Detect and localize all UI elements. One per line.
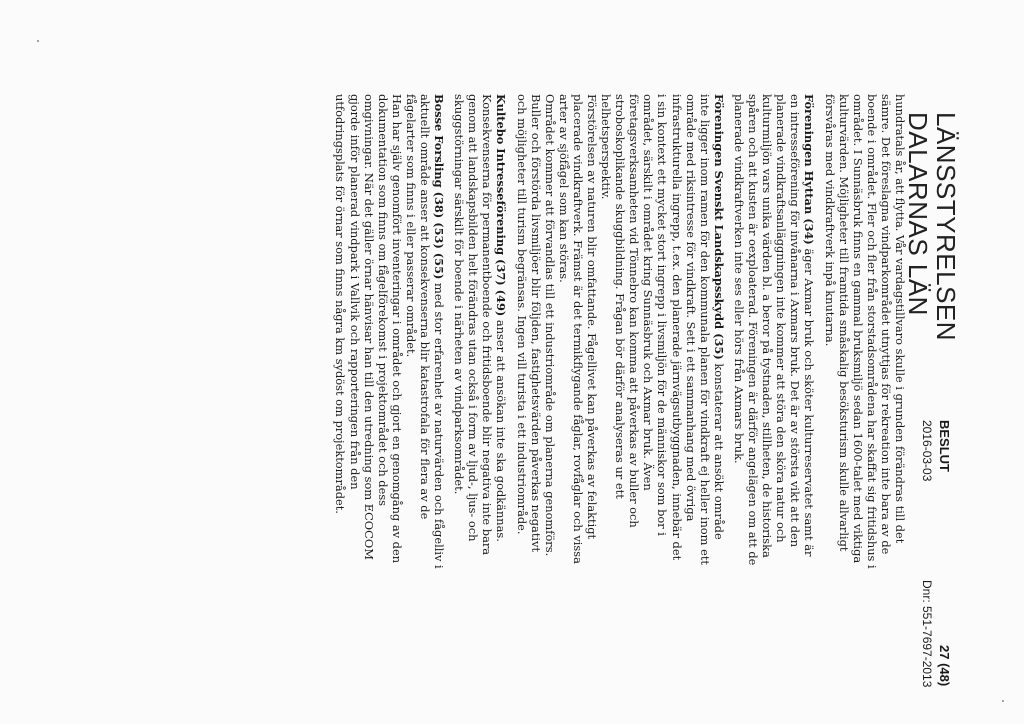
text-line: Buller och förstörda livsmiljöer blir följden, fastighetsvärden påverkas negativt: [528, 94, 543, 553]
text-line: utfodringsplats för örnar som finns några km sydöst om projektområdet.: [333, 94, 348, 514]
decision-label: BESLUT: [937, 420, 952, 472]
text-line: omgivningar. När det gäller örnar hänvisar han till den utredning som ECOCOM: [361, 94, 376, 560]
text-line: stroboskoplikande skuggbildning. Frågan bör därför analyseras ur ett: [613, 94, 628, 499]
paragraph: [333, 94, 446, 639]
text-line: sämre. Det föreslagna vindparkområdet utnyttjas för rekreation inte bara av de: [878, 94, 893, 555]
logo-line: LÄNSSTYRELSEN: [931, 112, 961, 342]
text-line: dokumentation som finns om fågelförekomst i projektområdet och dess: [375, 94, 390, 507]
paragraph: [822, 94, 907, 639]
text-line: Föreningen Hyttan (34) äger Axmar bruk och sköter kulturreservatet samt är: [802, 94, 817, 557]
scan-speck: [37, 40, 39, 42]
text-line: skuggstörningar särskilt för boende i närheten av vindparksområdet.: [452, 94, 467, 495]
registration-number: Dnr: 551-7697-2013: [920, 580, 934, 688]
text-line: i sin kontext ett mycket stort ingrepp i livsmiljön för de människor som bor i: [655, 94, 670, 536]
text-line: infrastrukturella ingrepp, t.ex. den planerade järnvägsutbyggnaden, innebär det: [669, 94, 684, 561]
text-line: Han har själv genomfört inventeringar i området och gjort en genomgång av den: [389, 94, 404, 564]
text-line: fågelarter som finns i eller passerar området.: [403, 94, 418, 358]
text-line: hundratals år, att flytta. Vår vardagstillvaro skulle i grunden förändras till det: [893, 94, 907, 544]
text-line: helhetsperspektiv.: [599, 94, 614, 200]
text-line: Bosse Forsling (38) (53) (55) med stor erfarenhet av naturvärden och fågelliv i: [432, 94, 447, 569]
logo-line: DALARNAS LÄN: [903, 112, 933, 316]
text-line: område med riksintresse för vindkraft. Sett i ett sammanhang med övriga: [683, 94, 698, 522]
paragraph: [514, 94, 725, 639]
text-line: kulturvärden. Möjligheter till framtida småskalig besöksturism skulle allvarligt: [836, 94, 851, 552]
text-line: Föreningen Svenskt Landskapsskydd (35) konstaterar att ansökt område: [711, 94, 726, 540]
text-line: området, särskilt i området kring Sunnäsbruk och Axmar bruk. Även: [641, 94, 656, 491]
page-number: 27 (48): [937, 645, 952, 687]
scan-speck: [1002, 700, 1004, 702]
text-line: kulturmiljön vars unika värden bl. a beror på tystnaden, stillheten, de historiska: [760, 94, 775, 558]
text-line: Området kommer att förvandlas till ett industriområde om planerna genomförs.: [542, 94, 557, 557]
text-line: området. I Sunnäsbruk finns en gammal bruksmiljö sedan 1600-talet med viktiga: [850, 94, 865, 564]
paragraph: [452, 94, 508, 639]
text-line: boende i området. Fler och fler från storstadsområdena har skaffat sig fritidshus i: [864, 94, 879, 569]
text-line: aktuellt område anser att konsekvenserna blir katastrofala för flera av de: [418, 94, 432, 520]
text-line: Kultebo Intresseförening (37) (49) anser att ansökan inte ska godkännas.: [494, 94, 509, 542]
paragraph-gap: [726, 94, 732, 639]
text-line: planerade vindkraftverken inte ses eller hörs från Axmars bruk.: [731, 94, 746, 464]
text-line: Förstörelsen av naturen blir omfattande. Fågellivet kan påverkas av felaktigt: [585, 94, 600, 540]
text-line: och möjligheter till turism begränsas. Ingen vill turista i ett industriområde.: [514, 94, 529, 535]
text-line: spåren och att kusten är oexploaterad. Föreningen är därför angelägen om att de: [746, 94, 761, 566]
text-line: inte ligger inom ramen för den kommunala planen för vindkraft ej heller inom ett: [697, 94, 712, 565]
text-line: arter av sjöfågel som kan störas.: [556, 94, 571, 283]
text-line: planerade vindkraftsanläggningen inte kommer att störa den sköra natur och: [774, 94, 789, 543]
decision-date: 2016-03-03: [920, 420, 934, 482]
organization-logo: [904, 112, 960, 341]
text-line: en intresseförening för invånarna i Axmars bruk. Det är av största vikt att den: [788, 94, 803, 548]
text-line: genom att landskapsbilden helt förändras utan också i form av ljud-, ljus- och: [466, 94, 481, 542]
text-line: Konsekvenserna för permanentboende och fritidsboende blir negativa inte bara: [480, 94, 495, 556]
text-line: gjorde inför planerad vindpark i Vallvik och rapporteringen från den: [347, 94, 362, 490]
text-line: placerade vindkraftverk. Främst är det termikflygande fåglar, rovfåglar och vissa: [570, 94, 585, 564]
paragraph: [732, 94, 817, 639]
document-body: [333, 94, 907, 639]
text-line: försvåras med vindkraftverk inpå knutarna.: [822, 94, 837, 347]
text-line: företagsverksamheten vid Tönnebro kan komma att påverkas av buller och: [627, 94, 642, 528]
